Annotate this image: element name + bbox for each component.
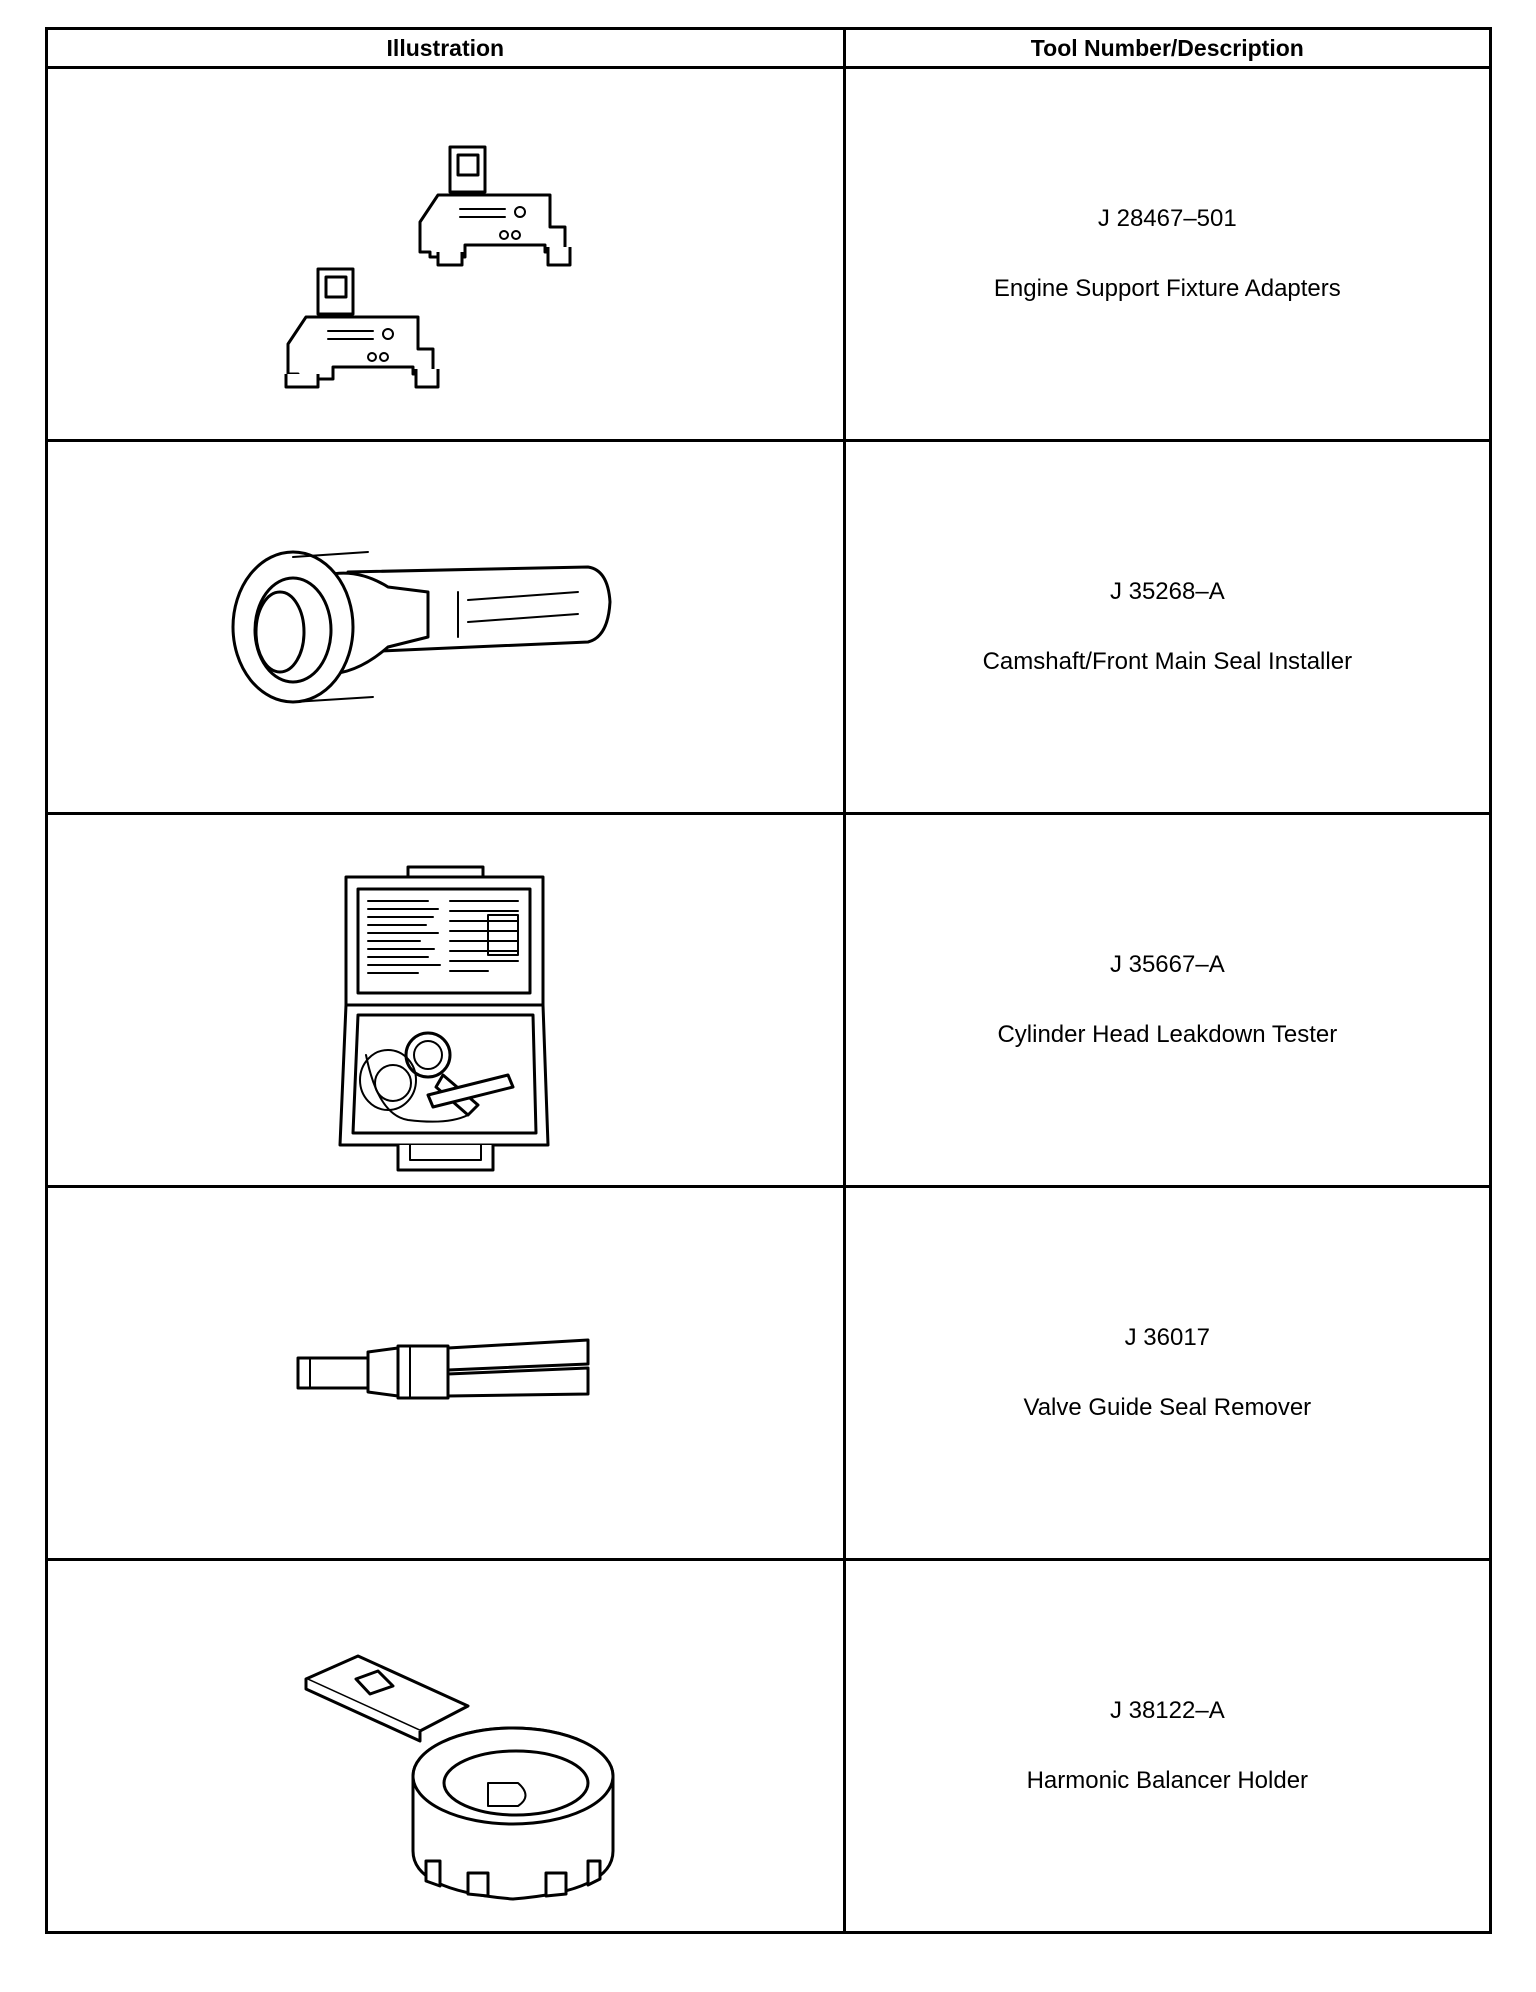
table-row <box>47 814 1491 1187</box>
seal-installer-illustration <box>48 442 844 812</box>
illustration-cell <box>47 441 845 814</box>
illustration-cell <box>47 1560 845 1933</box>
header-illustration: Illustration <box>47 29 845 68</box>
illustration-cell <box>47 68 845 441</box>
header-tool-number-description: Tool Number/Description <box>844 29 1490 68</box>
engine-support-fixture-adapters-illustration <box>48 69 844 439</box>
harmonic-balancer-holder-illustration <box>48 1561 844 1931</box>
illustration-cell <box>47 814 845 1187</box>
valve-guide-seal-remover-illustration <box>48 1188 844 1558</box>
tool-number: J 35268–A <box>1109 578 1225 605</box>
tool-cell <box>844 68 1490 441</box>
table-row <box>47 441 1491 814</box>
tool-description: Cylinder Head Leakdown Tester <box>997 1021 1338 1048</box>
table-header-row <box>47 29 1491 68</box>
tool-description: Camshaft/Front Main Seal Installer <box>982 648 1353 675</box>
tool-description: Engine Support Fixture Adapters <box>993 275 1341 302</box>
table-row <box>47 1560 1491 1933</box>
tool-number: J 38122–A <box>1109 1697 1225 1724</box>
leakdown-tester-case-illustration <box>48 815 844 1185</box>
tool-cell <box>844 1187 1490 1560</box>
tool-cell <box>844 814 1490 1187</box>
tool-number: J 28467–501 <box>1097 205 1237 232</box>
tool-number: J 35667–A <box>1109 951 1225 978</box>
table-row <box>47 68 1491 441</box>
tool-description: Harmonic Balancer Holder <box>1026 1767 1309 1794</box>
tool-cell <box>844 441 1490 814</box>
tool-cell <box>844 1560 1490 1933</box>
tool-description: Valve Guide Seal Remover <box>1023 1394 1312 1421</box>
illustration-cell <box>47 1187 845 1560</box>
special-tools-table <box>45 27 1492 1934</box>
table-row <box>47 1187 1491 1560</box>
tool-number: J 36017 <box>1124 1324 1211 1351</box>
